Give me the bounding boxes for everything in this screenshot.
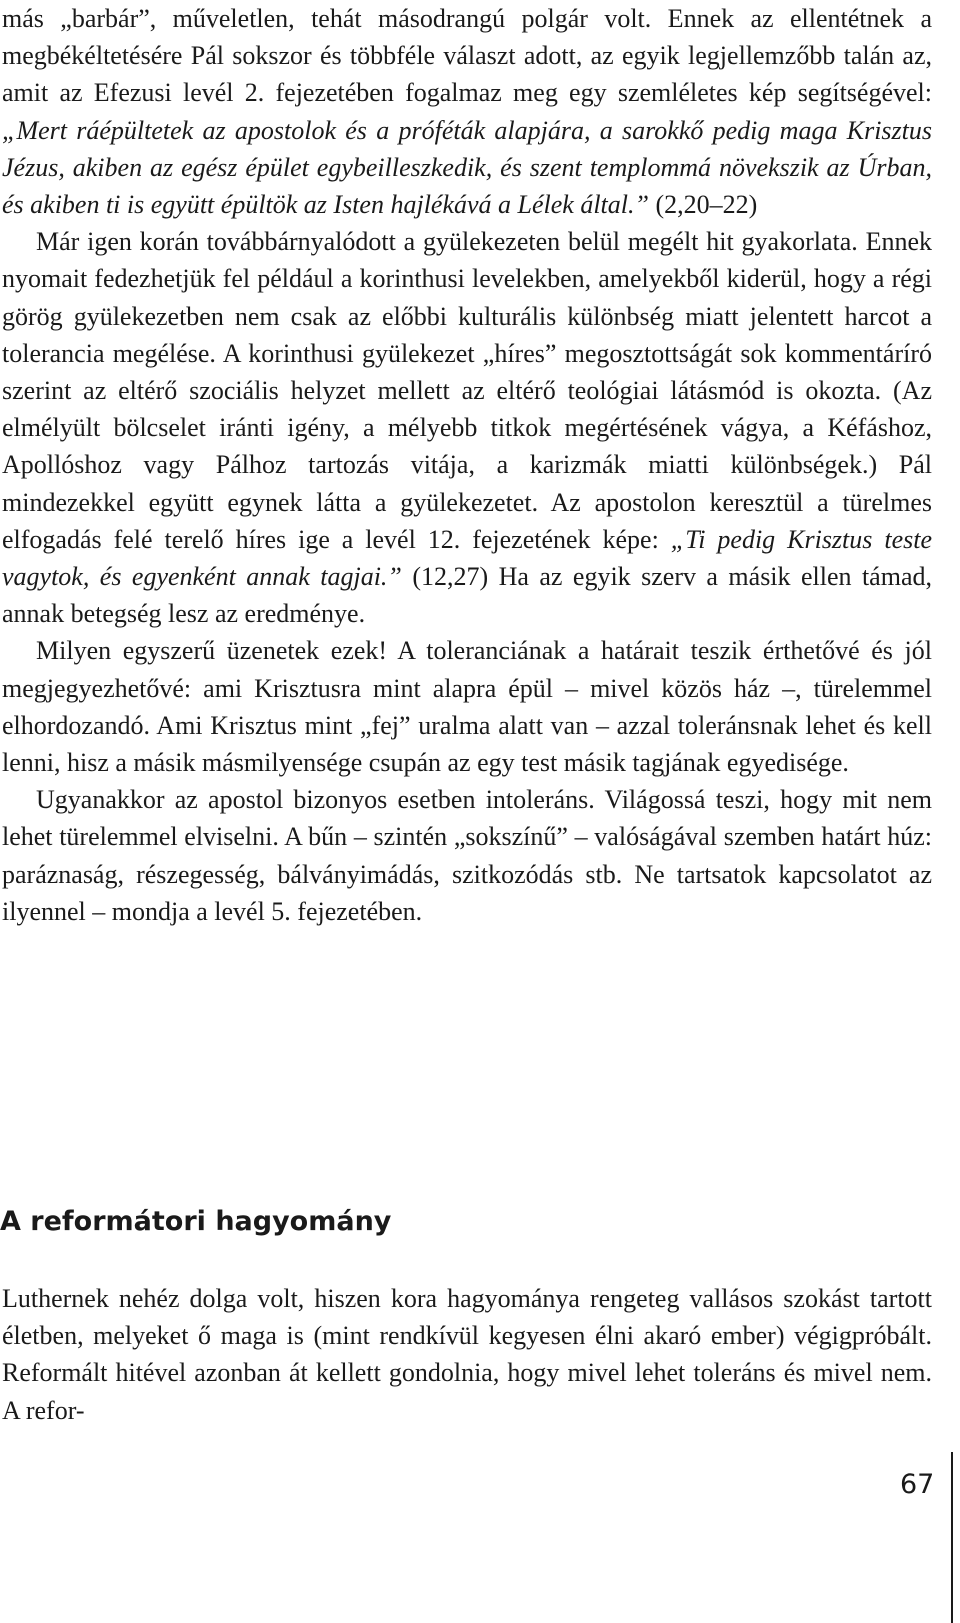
- body-text-top: [2, 0, 932, 930]
- paragraph-tolerance-limits: Milyen egyszerű üzenetek ezek! A toleranciának a határait teszik érthetővé és jól megjegyezhetővé: ami Krisztusra mint alapra épül – mivel közös ház –, türelemmel elhordozandó. Ami Krisztus mint „fej” uralma alatt van – azzal toleránsnak lehet és kell lenni, hisz a másik másmilyensége csupán az egy test másik tagjának egyedisége.: [2, 636, 932, 778]
- page-number: 67: [900, 1469, 935, 1500]
- margin-rule: [951, 1452, 953, 1623]
- paragraph-intolerance: Ugyanakkor az apostol bizonyos esetben intoleráns. Világossá teszi, hogy mit nem lehet türelemmel elviselni. A bűn – szintén „sokszínű” – valóságával szemben határt húz: paráznaság, részegesség, bálványimádás, szitkozódás stb. Ne tartsatok kapcsolatot az ilyennel – mondja a levél 5. fejezetében.: [2, 785, 932, 926]
- paragraph-text: (12,27) Ha az egyik szerv a másik ellen támad, annak betegség lesz az eredménye.: [2, 562, 932, 629]
- paragraph-text: más „barbár”, műveletlen, tehát másodrangú polgár volt. Ennek az ellentétnek a megbékéltetésére Pál sokszor és többféle választ adott, az egyik legjellemzőbb talán az, amit az Efezusi levél 2. fejezetében fogalmaz meg egy szemléletes kép segítségével:: [2, 4, 932, 108]
- paragraph-ephesians: [2, 0, 932, 223]
- paragraph-corinthians: [2, 223, 932, 632]
- scripture-quote: „Ti pedig Krisztus teste vagytok, és egyenként annak tagjai.”: [2, 524, 932, 592]
- section-heading: A reformátori hagyomány: [0, 1206, 392, 1237]
- scripture-quote: „Mert ráépültetek az apostolok és a próféták alapjára, a sarokkő pedig maga Krisztus Jézus, akiben az egész épület egybeilleszkedik, és szent templommá növekszik az Úrban, és akiben ti is együtt épültök az Isten hajlékává a Lélek által.”: [2, 115, 932, 220]
- paragraph-text: Már igen korán továbbárnyalódott a gyülekezeten belül megélt hit gyakorlata. Ennek nyomait fedezhetjük fel például a korinthusi levelekben, amelyekből kiderül, hogy a régi görög gyülekezetben nem csak az előbbi kulturális különbség miatt jelentett harcot a tolerancia megélése. A korinthusi gyülekezet „híres” megosztottságát sok kommentáríró szerint az eltérő szociális helyzet mellett az eltérő teológiai látásmód is okozta. (Az elmélyült bölcselet iránti igény, a mélyebb titkok megértésének vágya, a Kéfáshoz, Apollóshoz vagy Pálhoz tartozás vitája, a karizmák miatti különbségek.) Pál mindezekkel együtt egynek látta a gyülekezetet. Az apostolon keresztül a türelmes elfogadás felé terelő híres ige a levél 12. fejezetének képe:: [2, 227, 932, 554]
- citation: (2,20–22): [648, 190, 758, 220]
- paragraph-luther: Luthernek nehéz dolga volt, hiszen kora hagyománya rengeteg vallásos szokást tartott életben, melyeket ő maga is (mint rendkívül kegyesen élni akaró ember) végigpróbált. Reformált hitével azonban át kellett gondolnia, hogy mivel lehet toleráns és mivel nem. A refor-: [2, 1284, 932, 1425]
- body-text-bottom: [2, 1280, 932, 1429]
